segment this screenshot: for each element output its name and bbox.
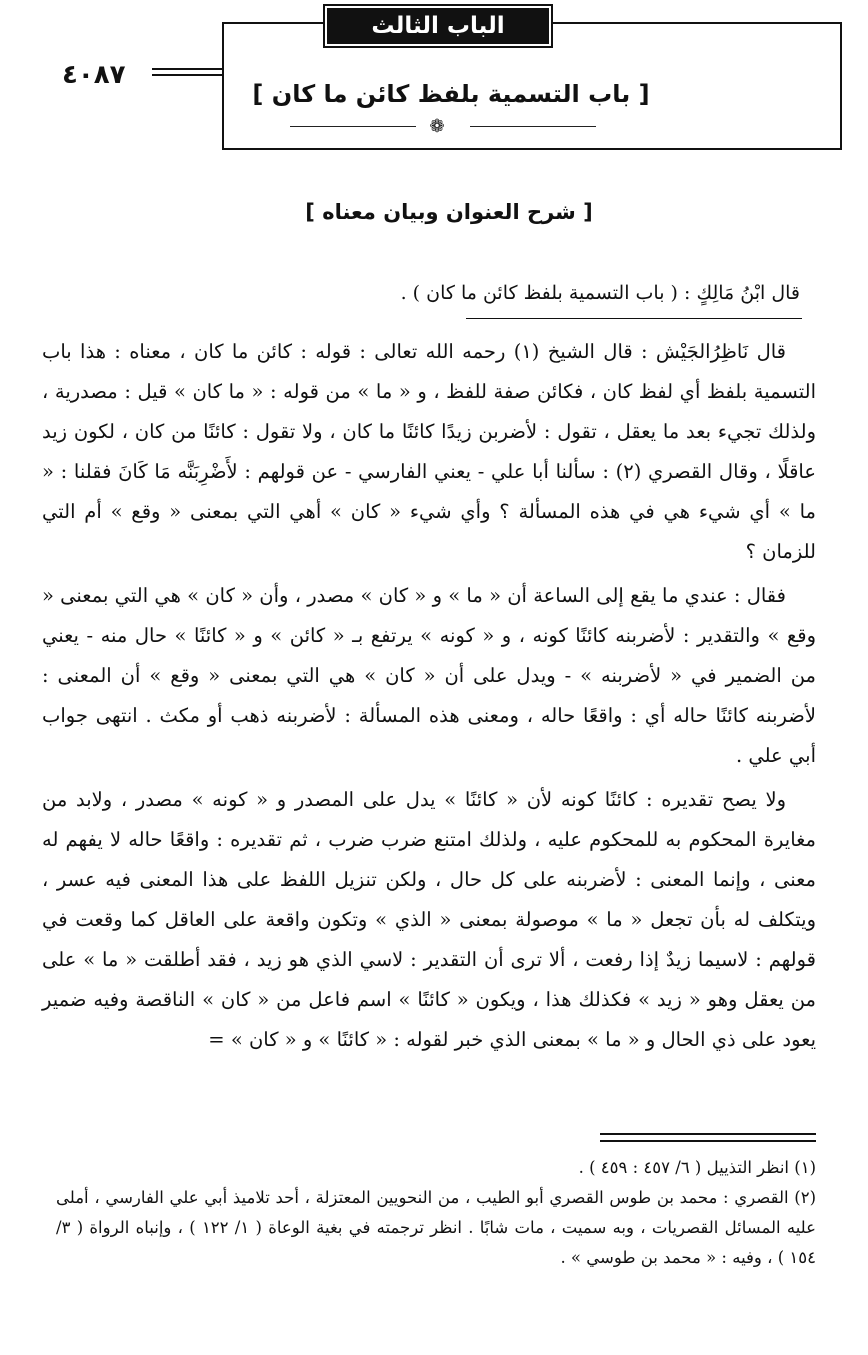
quote-rule [466,318,802,319]
ornament-line [290,126,416,128]
body-paragraph: ولا يصح تقديره : كائنًا كونه لأن « كائنًا » يدل على المصدر و « كونه » مصدر ، ولابد من مغايرة المحكوم به للمحكوم عليه ، ولذلك امتنع ضرب ضرب ، ثم تقديره : واقعًا حاله لا يفهم له معنى ، وإنما المعنى : لأضربنه على كل حال ، ولكن تنزيل اللفظ على هذا المعنى فيه عسر ، ويتكلف له بأن تجعل « ما » موصولة بمعنى « الذي » وتكون واقعة على العاقل كما وقعت في قولهم : لاسيما زيدٌ إذا رفعت ، ألا ترى أن التقدير : لاسي الذي هو زيد ، فقد أطلقت « ما » على من يعقل وهو « زيد » فكذلك هذا ، ويكون « كائنًا » اسم فاعل من « كان » الناقصة وفيه ضمير يعود على ذي الحال و « ما » بمعنى الذي خبر لقوله : « كائنًا » و « كان » = [42,788,816,1051]
opening-quote: قال ابْنُ مَالِكٍ : ( باب التسمية بلفظ كائن ما كان ) . [400,282,800,304]
body-paragraph: قال نَاظِرُالجَيْش : قال الشيخ (١) رحمه الله تعالى : قوله : كائن ما كان ، معناه : هذا باب التسمية بلفظ أي لفظ كان ، فكائن صفة للفظ ، و « ما » من قوله : « ما كان » قيل : مصدرية ، ولذلك تجيء بعد ما يعقل ، تقول : لأضربن زيدًا كائنًا ما كان ، ولا تقول : كائنًا من كان ، لكون زيد عاقلًا ، وقال القصري (٢) : سألنا أبا علي - يعني الفارسي - عن قولهم : لأَضْرِبَنَّه مَا كَانَ فقلنا : « ما » أي شيء هي في هذه المسألة ؟ وأي شيء « كان » أهي التي بمعنى « وقع » أم التي للزمان ؟ [42,340,817,563]
footnote-divider [600,1133,816,1135]
section-title: [ باب التسمية بلفظ كائن ما كان ] [252,80,650,108]
footnotes [56,1153,816,1303]
footnote-divider [600,1140,816,1142]
page-number: ٤٠٨٧ [62,60,126,90]
page-number-rule [152,74,224,76]
subheading: [ شرح العنوان وبيان معناه ] [305,200,593,224]
chapter-title: الباب الثالث والستون [323,4,553,48]
main-text [42,332,816,1160]
page-number-rule [152,68,224,70]
ornament-line [470,126,596,128]
body-paragraph: فقال : عندي ما يقع إلى الساعة أن « ما » و « كان » مصدر ، وأن « كان » هي التي بمعنى « وقع » والتقدير : لأضربنه كائنًا كونه ، و « كونه » يرتفع بـ « كائن » و « كائنًا » حال منه - يعني من الضمير في « لأضربنه » - ويدل على أن « كان » هي التي بمعنى « وقع » أن المعنى : لأضربنه كائنًا حاله أي : واقعًا حاله ، ومعنى هذه المسألة : لأضربنه ذهب أو مكث . انتهى جواب أبي علي . [42,584,816,767]
ornament-icon: ❁ [429,116,445,137]
footnote: (١) انظر التذييل ( ٦/ ٤٥٧ : ٤٥٩ ) . [578,1158,816,1177]
footnote: (٢) القصري : محمد بن طوس القصري أبو الطيب ، من النحويين المعتزلة ، أحد تلاميذ أبي علي الفارسي ، أملى عليه المسائل القصريات ، وبه سميت ، مات شابًا . انظر ترجمته في بغية الوعاة ( ١/ ١٢٢ ) ، وإنباه الرواة ( ٣/ ١٥٤ ) ، وفيه : « محمد بن طوسي » . [56,1188,816,1267]
